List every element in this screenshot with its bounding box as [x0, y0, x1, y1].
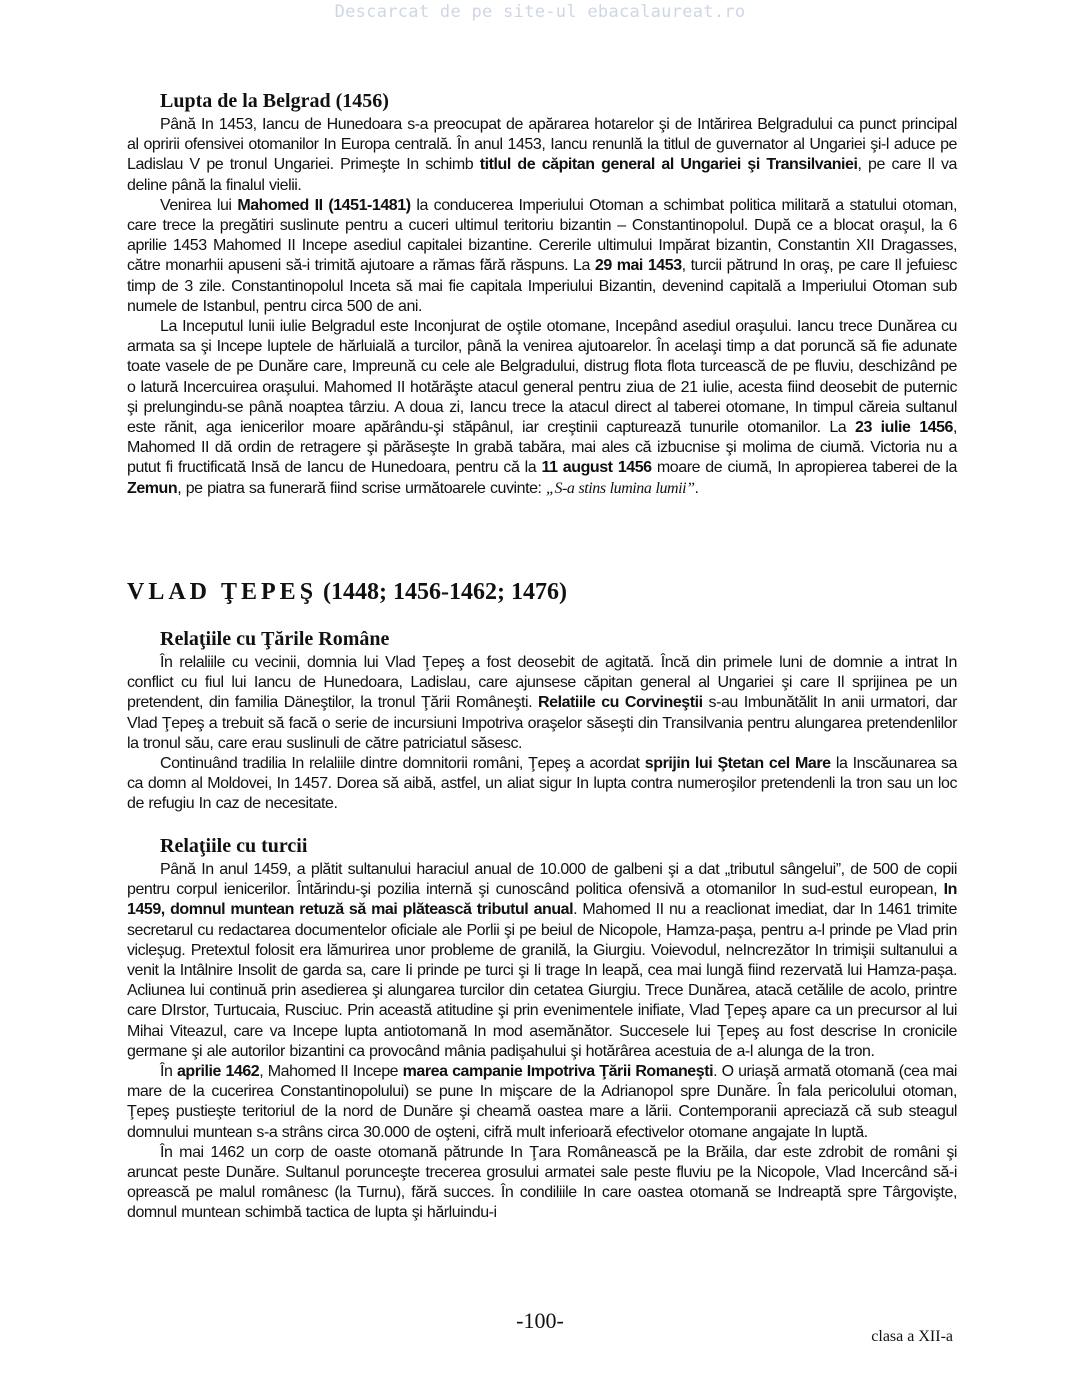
- text-run: la conducerea Imperiului Otoman a schimbat politica militară a statului otoman, care trece la pregătiri suslinute pentru a cuceri ultimul teritoriu bizantin – Constantinopolul. După ce a blocat oraşul, la 6 aprilie 1453 Mahomed II Incepe asediul capitalei bizantine. Cererile ultimului Impărat bizantin, Constantin XII Dragasses, către monarhii apuseni să-i trimită ajutoare a rămas fără răspuns. La: [127, 196, 957, 275]
- text-run: Până In 1453, Iancu de Hunedoara s-a preocupat de apărarea hotarelor şi de Intărirea Belgradului ca punct principal al opririi ofensivei otomanilor In Europa centrală. În anul 1453, Iancu renunlă la titlul de guvernator al Ungariei şi-l aduce pe Ladislau V pe tronul Ungariei. Primeşte In schimb: [127, 116, 957, 174]
- paragraph: [127, 115, 957, 196]
- bold-text: Zemun: [127, 479, 178, 497]
- section-turcii: [127, 834, 957, 1224]
- text-run: la Inscăunarea sa ca domn al Moldovei, In 1457. Dorea să aibă, astfel, un aliat sigur In lupta contra numeroşilor pretendenli la tron sau un loc de refugiu In caz de necesitate.: [127, 755, 957, 813]
- text-run: , Mahomed II dă ordin de retragere şi părăseşte In grabă tabăra, mai ales că izbucnise şi molima de ciumă. Victoria nu a putut fi fructificată Insă de Iancu de Hunedoara, pentru că la: [127, 419, 957, 477]
- section-tarile-romane: [127, 627, 957, 815]
- section-body: [127, 653, 957, 815]
- bold-text: Mahomed II (1451-1481): [237, 196, 411, 214]
- bold-text: 11 august 1456: [541, 459, 652, 477]
- quote-text: „S-a stins lumina lumii”: [546, 479, 695, 497]
- text-run: În: [160, 1063, 177, 1081]
- paragraph: [127, 754, 957, 815]
- section-body: [127, 860, 957, 1224]
- text-run: În relaliile cu vecinii, domnia lui Vlad Ţepeş a fost deosebit de agitată. Încă din primele luni de domnie a intrat In conflict cu fiul lui Iancu de Hunedoara, Ladislau, care ajunsese căpitan general al Ungariei şi care Il sprijinea pe un pretendent, din familia Däneştilor, la tronul Ţării Româneşti.: [127, 654, 957, 712]
- section-heading: Relaţiile cu turcii: [160, 835, 308, 857]
- bold-text: marea campanie Impotriva Ţării Romaneşti: [402, 1063, 714, 1081]
- text-run: moare de ciumă, In apropierea taberei de la: [651, 459, 957, 477]
- text-run: . O uriaşă armată otomană (cea mai mare de la cucerirea Constantinopolului) se pune In mişcare de la Adrianopol spre Dunăre. În fala pericolului otoman, Ţepeş pustieşte teritoriul de la nord de Dunăre şi cheamă oastea mare a lării. Contemporanii apreciază că sub steagul domnului muntean s-a strâns circa 30.000 de oşteni, cifră mult inferioară efectivelor otomane angajate In luptă.: [127, 1063, 957, 1141]
- text-run: , pe piatra sa funerară fiind scrise următoarele cuvinte:: [177, 479, 547, 497]
- text-run: . Mahomed II nu a reaclionat imediat, dar In 1461 trimite secretarul cu redactarea documentelor oficiale ale Porlii şi pe beiul de Nicopole, Hamza-paşa, pentru a-l prinde pe Vlad prin vicleşug. Pretextul folosit era lămurirea unor probleme de granilă, la Giurgiu. Voievodul, neIncrezător In trimişii sultanului a venit la Intâlnire Insolit de garda sa, care Ii prinde pe turci şi Ii trage In leapă, cea mai lungă fiind rezervată lui Hamza-paşa. Acliunea lui continuă prin asedierea şi alungarea turcilor din cetatea Giurgiu. Trece Dunărea, atacă cetălile de acolo, printre care DIrstor, Turtucaia, Rusciuc. Prin această atitudine şi prin evenimentele inifiate, Vlad Ţepeş apare ca un precursor al lui Mihai Viteazul, care va Incepe lupta antiotomană In mod asemănător. Succesele lui Ţepeş au fost descrise In cronicile germane şi ale autorilor bizantini ca provocând mânia padişahului şi hotărârea acestuia de a-l alunga de la tron.: [127, 901, 957, 1060]
- section-body: [127, 115, 957, 499]
- class-label: clasa a XII-a: [871, 1328, 953, 1345]
- bold-text: 23 iulie 1456: [855, 419, 953, 437]
- paragraph: [127, 860, 957, 1062]
- text-run: În mai 1462 un corp de oaste otomană pătrunde In Ţara Românească pe la Brăila, dar este zdrobit de români şi aruncat peste Dunăre. Sultanul porunceşte trecerea grosului armatei sale peste fluviu pe la Nicopole, Vlad Incercând să-i oprească pe malul românesc (la Turnu), fără succes. În condiliile In care oastea otomană se Indreaptă spre Târgovişte, domnul muntean schimbă tactica de lupta şi hărluindu-i: [127, 1143, 957, 1222]
- text-run: s-au Imbunătălit In anii urmatori, dar Vlad Ţepeş a trebuit să facă o serie de incursiuni Impotriva oraşelor săseşti din Transilvania pentru alungarea pretendenlilor la tronul său, care erau suslinuli de către patriciatul săsesc.: [127, 694, 958, 752]
- paragraph: [127, 653, 957, 754]
- section-heading: Lupta de la Belgrad (1456): [160, 90, 389, 112]
- bold-text: sprijin lui Ştetan cel Mare: [644, 755, 831, 773]
- paragraph: [127, 196, 957, 317]
- chapter-title-years: (1448; 1456-1462; 1476): [317, 579, 568, 605]
- bold-text: In 1459, domnul muntean retuză să mai plătească tributul anual: [127, 881, 957, 919]
- bold-text: aprilie 1462: [176, 1063, 260, 1081]
- bold-text: Relatiile cu Corvineştii: [538, 694, 703, 712]
- text-run: Continuând tradilia In relaliile dintre domnitorii români, Ţepeş a acordat: [160, 755, 645, 773]
- watermark: Descarcat de pe site-ul ebacalaureat.ro: [334, 2, 746, 22]
- text-run: Venirea lui: [160, 196, 238, 214]
- text-run: Până In anul 1459, a plătit sultanului haraciul anual de 10.000 de galbeni şi a dat „tributul sângelui”, de 500 de copii pentru corpul ienicerilor. Întărindu-şi pozilia internă şi cunoscând politica ofensivă a otomanilor In sud-estul european,: [127, 861, 957, 899]
- chapter-title-name: VLAD ŢEPEŞ: [127, 579, 318, 605]
- text-run: , pe care Il va deline până la finalul vielii.: [127, 156, 957, 194]
- text-run: , Mahomed II Incepe: [259, 1063, 403, 1081]
- page-number: -100-: [516, 1308, 564, 1333]
- text-run: .: [694, 479, 699, 497]
- text-run: La Inceputul lunii iulie Belgradul este Inconjurat de oştile otomane, Incepând asediul oraşului. Iancu trece Dunărea cu armata sa şi Incepe luptele de hărluială a turcilor, până la venirea ajutoarelor. În acelaşi timp a dat poruncă să fie adunate toate vasele de pe Dunăre care, Impreună cu cele ale Belgradului, distrug flota flota turcească de pe fluviu, deschizând pe o latură Incercuirea oraşului. Mahomed II hotărăşte atacul general pentru ziua de 21 iulie, acesta fiind deosebit de puternic şi prelungindu-se până noaptea târziu. A doua zi, Iancu trece la atacul direct al taberei otomane, In timpul căreia sultanul este rănit, aga ienicerilor moare apărându-şi stăpânul, iar creştinii capturează tunurile otomanilor. La: [127, 318, 957, 437]
- paragraph: [127, 317, 957, 499]
- text-run: , turcii pătrund In oraş, pe care Il jefuiesc timp de 3 zile. Constantinopolul Inceta să mai fie capitala Imperiului Bizantin, devenind capitală a Imperiului Otoman sub numele de Istanbul, pentru circa 500 de ani.: [127, 257, 957, 315]
- bold-text: 29 mai 1453: [594, 257, 682, 275]
- section-heading: Relaţiile cu Ţările Române: [160, 628, 390, 650]
- chapter-title: [127, 578, 957, 606]
- paragraph: [127, 1062, 957, 1143]
- section-belgrad: [127, 89, 957, 499]
- bold-text: titlul de căpitan general al Ungariei şi Transilvaniei: [479, 156, 858, 174]
- paragraph: [127, 1143, 957, 1224]
